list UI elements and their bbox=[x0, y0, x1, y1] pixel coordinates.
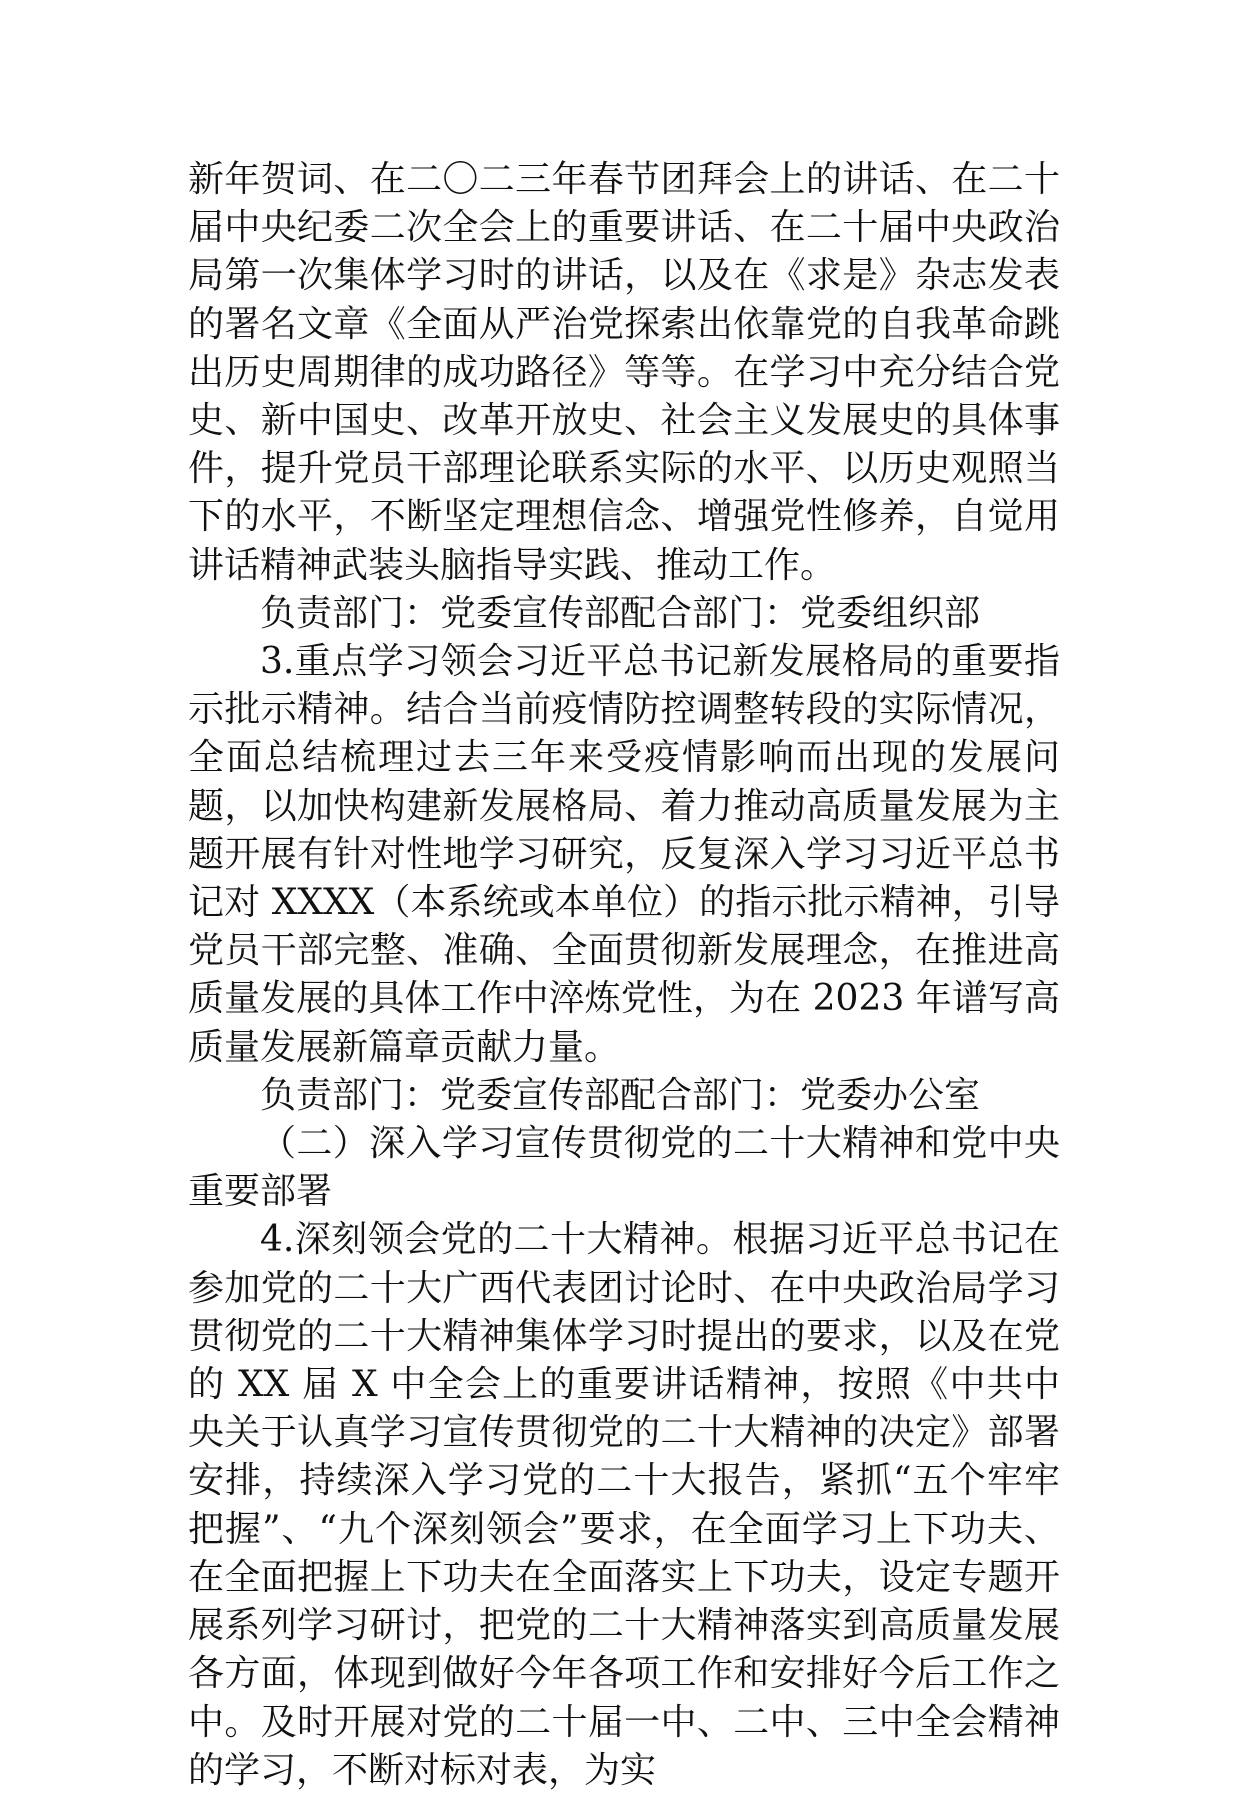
responsible-department-line: 负责部门：党委宣传部配合部门：党委组织部 bbox=[260, 592, 981, 634]
section-2-heading: （二）深入学习宣传贯彻党的二十大精神和党中央重要部署 bbox=[188, 1123, 1060, 1213]
item-3-paragraph: 3.重点学习领会习近平总书记新发展格局的重要指示批示精神。结合当前疫情防控调整转段的实际情况，全面总结梳理过去三年来受疫情影响而出现的发展问题，以加快构建新发展格局、着力推动高质量发展为主题开展有针对性地学习研究，反复深入学习习近平总书记对 XXXX（本系统或本单位）的指示批示精神，引导党员干部完整、准确、全面贯彻新发展理念，在推进高质量发展的具体工作中淬炼党性，为在 2023 年谱写高质量发展新篇章贡献力量。 bbox=[188, 641, 1060, 1068]
item-4-paragraph: 4.深刻领会党的二十大精神。根据习近平总书记在参加党的二十大广西代表团讨论时、在中央政治局学习贯彻党的二十大精神集体学习时提出的要求，以及在党的 XX 届 X 中全会上的重要讲话精神，按照《中共中央关于认真学习宣传贯彻党的二十大精神的决定》部署安排，持续深入学习党的二十大报告，紧抓“五个牢牢把握”、“九个深刻领会”要求，在全面学习上下功夫、在全面把握上下功夫在全面落实上下功夫，设定专题开展系列学习研讨，把党的二十大精神落实到高质量发展各方面，体现到做好今年各项工作和安排好今后工作之中。及时开展对党的二十届一中、二中、三中全会精神的学习，不断对标对表，为实 bbox=[188, 1219, 1060, 1791]
document-page bbox=[188, 156, 1060, 1795]
body-paragraph-continuation: 新年贺词、在二〇二三年春节团拜会上的讲话、在二十届中央纪委二次全会上的重要讲话、在二十届中央政治局第一次集体学习时的讲话，以及在《求是》杂志发表的署名文章《全面从严治党探索出依靠党的自我革命跳出历史周期律的成功路径》等等。在学习中充分结合党史、新中国史、改革开放史、社会主义发展史的具体事件，提升党员干部理论联系实际的水平、以历史观照当下的水平，不断坚定理想信念、增强党性修养，自觉用讲话精神武装头脑指导实践、推动工作。 bbox=[188, 159, 1060, 586]
responsible-department-line: 负责部门：党委宣传部配合部门：党委办公室 bbox=[260, 1074, 981, 1116]
